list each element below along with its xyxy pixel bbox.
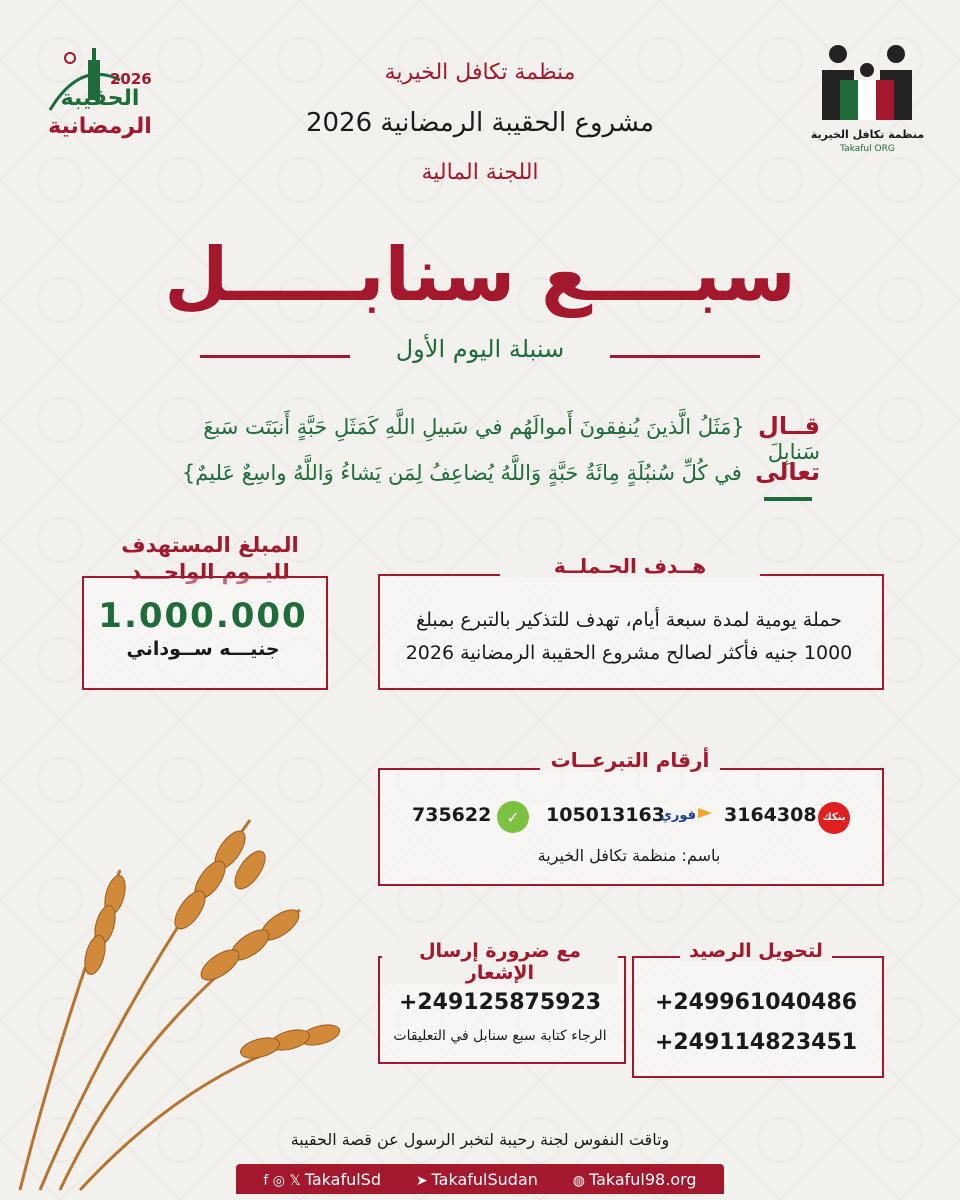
org-logo-tag: Takaful ORG <box>840 144 895 154</box>
fawry-number: 105013163 <box>546 804 665 826</box>
account-name: باسم: منظمة تكافل الخيرية <box>537 846 721 865</box>
goal-line-1: حملة يومية لمدة سبعة أيام، تهدف للتذكير بالتبرع بمبلغ <box>415 609 842 631</box>
subtitle-row <box>200 335 760 375</box>
verse-text-1: {مَثَلُ الَّذينَ يُنفِقونَ أَموالَهُم في سَبيلِ اللَّهِ كَمَثَلِ حَبَّةٍ أَنبَتَت سَبعَ سَنابِلَ <box>203 415 820 464</box>
ocash-icon <box>496 800 530 834</box>
verse-line-1 <box>160 412 820 464</box>
goal-title: هــدف الحـملــة <box>500 554 760 578</box>
telegram-icon: ➤ <box>415 1172 428 1189</box>
transfer-number-1[interactable]: +249961040486 <box>654 990 858 1015</box>
fawry-logo: فوري <box>660 808 697 823</box>
target-title-line2: لليــوم الواحـــد <box>130 560 290 585</box>
bankak-icon: بنكك <box>818 802 850 834</box>
fawry-arrow-icon <box>698 806 714 820</box>
globe-icon: ◍ <box>572 1172 585 1189</box>
ocash-number: 735622 <box>412 804 492 826</box>
target-currency: جنيـــه ســوداني <box>126 638 280 660</box>
org-logo-name: منظمة تكافل الخيرية <box>810 128 925 141</box>
website-link[interactable]: ◍ Takaful98.org <box>572 1169 697 1189</box>
footer-text: وتاقت النفوس لجنة رحيبة لتخبر الرسول عن قصة الحقيبة <box>290 1130 670 1149</box>
verse-line-2 <box>160 458 820 510</box>
svg-text:✓: ✓ <box>506 808 520 827</box>
header-project-name: مشروع الحقيبة الرمضانية 2026 <box>305 108 655 138</box>
bankak-number: 3164308 <box>724 804 817 826</box>
notify-number[interactable]: +249125875923 <box>398 990 602 1015</box>
transfer-title: لتحويل الرصيد <box>680 940 832 962</box>
social-handle-1[interactable]: f ◎ 𝕏 TakafulSd <box>263 1169 381 1189</box>
divider-right <box>610 355 760 358</box>
target-amount: 1.000.000 <box>98 596 308 636</box>
divider-left <box>200 355 350 358</box>
goal-text <box>388 604 870 671</box>
verse-text-2: في كُلِّ سُنبُلَةٍ مِائَةُ حَبَّةٍ وَاللَّهُ يُضاعِفُ لِمَن يَشاءُ وَاللَّهُ واسِعٌ عَليمٌ} <box>181 461 742 485</box>
wheat-illustration <box>0 700 360 1200</box>
transfer-box <box>632 956 884 1078</box>
transfer-number-2[interactable]: +249114823451 <box>654 1030 858 1055</box>
donations-title: أرقام التبرعــات <box>540 748 720 772</box>
org-logo <box>810 40 925 160</box>
verse-key-1: قــال <box>758 412 820 440</box>
target-title-line1: المبلغ المستهدف <box>121 533 299 557</box>
footer-bar <box>236 1164 724 1194</box>
header-committee: اللجنة المالية <box>421 160 539 185</box>
subtitle: سنبلة اليوم الأول <box>395 335 565 363</box>
logo-line1: الحقيبة <box>60 86 140 111</box>
logo-line2: الرمضانية <box>48 114 152 139</box>
notify-title: مع ضرورة إرسال الإشعار <box>382 940 618 984</box>
main-title: سبــــع سنابـــــل <box>164 232 796 318</box>
logo-year: 2026 <box>110 70 152 88</box>
verse-dash <box>764 497 812 501</box>
social-icons: f ◎ 𝕏 <box>263 1172 301 1189</box>
goal-line-2: 1000 جنيه فأكثر لصالح مشروع الحقيبة الرمضانية 2026 <box>405 642 853 665</box>
verse-key-2: تعالى <box>755 458 820 486</box>
notify-note: الرجاء كتابة سبع سنابل في التعليقات <box>393 1028 607 1044</box>
header-org-name: منظمة تكافل الخيرية <box>384 60 576 85</box>
social-handle-2[interactable]: ➤ TakafulSudan <box>415 1169 538 1189</box>
donation-numbers <box>398 798 860 838</box>
